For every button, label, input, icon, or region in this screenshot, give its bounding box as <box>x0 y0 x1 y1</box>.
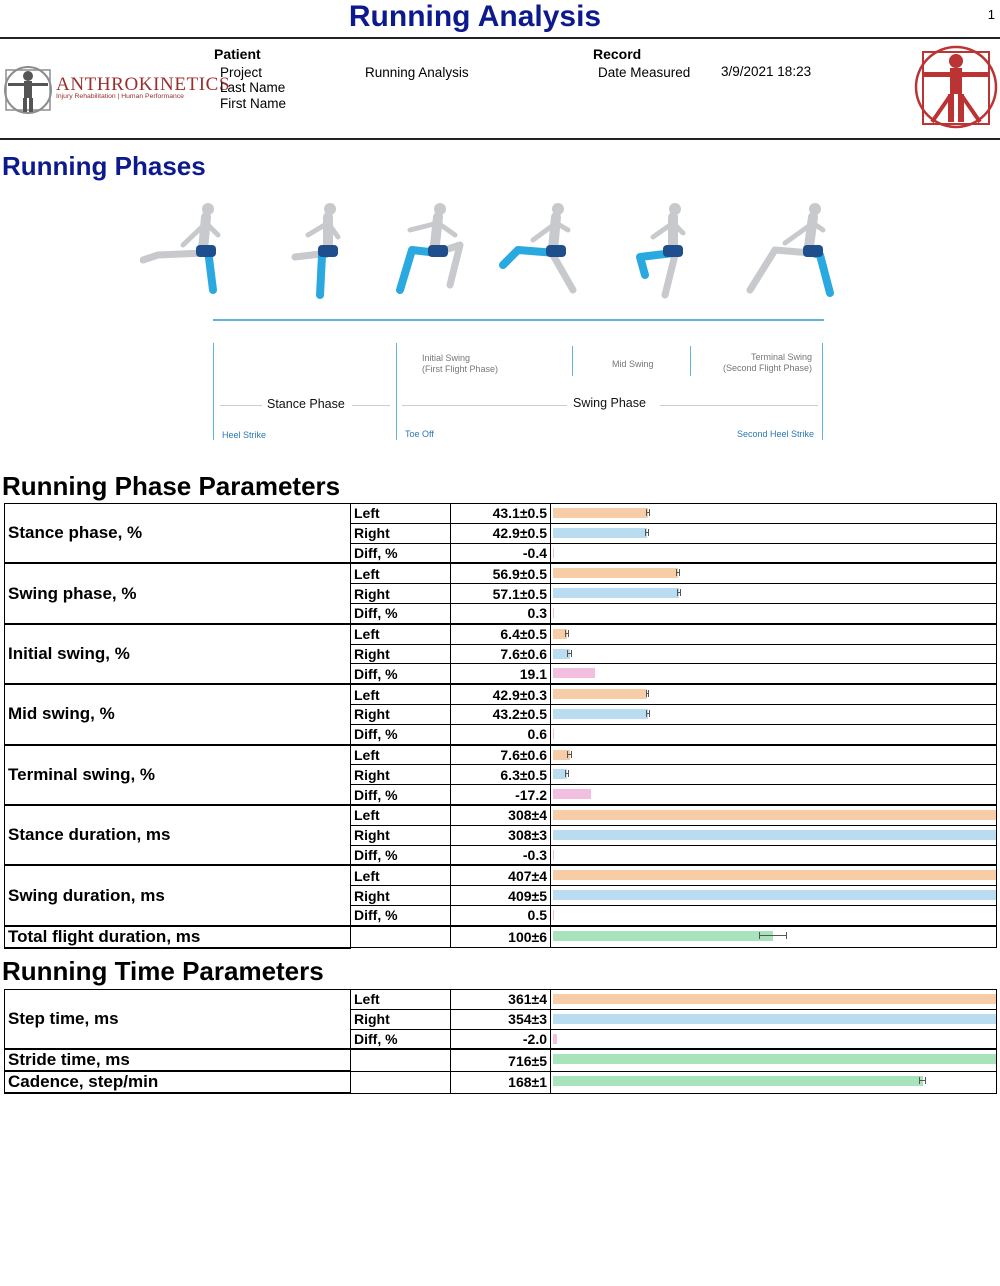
error-bar <box>646 509 650 516</box>
mid-swing-divider <box>572 346 573 376</box>
header-top-rule <box>0 37 1000 39</box>
table-row <box>5 926 997 948</box>
side-label: Diff, % <box>351 905 451 925</box>
param-name-cadence-step-min: Cadence, step/min <box>5 1071 351 1093</box>
bar-cell <box>551 543 997 563</box>
param-value: 7.6±0.6 <box>451 745 551 765</box>
error-bar <box>565 770 569 777</box>
side-label: Right <box>351 584 451 604</box>
error-bar <box>646 690 649 697</box>
table-row <box>5 563 997 583</box>
table-row <box>5 504 997 524</box>
phase-timeline-line <box>213 319 824 321</box>
bar-cell <box>551 624 997 644</box>
side-label: Right <box>351 886 451 906</box>
side-label: Right <box>351 704 451 724</box>
heel-strike-label: Heel Strike <box>222 430 267 440</box>
bar-left <box>553 994 997 1004</box>
stance-arrow-right <box>352 405 390 406</box>
error-bar <box>567 751 572 758</box>
param-name-stance-phase: Stance phase, % <box>5 504 351 564</box>
table-row <box>5 1071 997 1093</box>
toe-off-marker <box>396 343 397 440</box>
table-row <box>5 805 997 825</box>
table-row <box>5 990 997 1010</box>
swing-arrow-right <box>660 405 818 406</box>
bar-cell <box>551 704 997 724</box>
patient-field-last-name: Last Name <box>220 80 286 95</box>
bar-diff <box>553 668 595 678</box>
side-label: Left <box>351 563 451 583</box>
side-label: Left <box>351 805 451 825</box>
initial-swing-subtext: (First Flight Phase) <box>422 364 499 374</box>
error-bar <box>759 932 787 939</box>
param-value: 168±1 <box>451 1071 551 1093</box>
runner-figure <box>295 203 338 295</box>
bar-cell <box>551 765 997 785</box>
bar-cell <box>551 603 997 623</box>
side-label: Left <box>351 504 451 524</box>
error-bar <box>646 710 650 717</box>
side-label: Left <box>351 684 451 704</box>
param-value: 43.2±0.5 <box>451 704 551 724</box>
bar-right <box>553 830 997 840</box>
bar-cell <box>551 805 997 825</box>
table-row <box>5 865 997 885</box>
side-label: Right <box>351 523 451 543</box>
time-parameters-title: Running Time Parameters <box>2 956 324 986</box>
side-label: Left <box>351 624 451 644</box>
side-label: Diff, % <box>351 845 451 865</box>
side-label: Diff, % <box>351 1029 451 1049</box>
runner-figure <box>400 203 460 290</box>
bar-left <box>553 870 997 880</box>
bar-total <box>553 1076 923 1086</box>
bar-total <box>553 931 773 941</box>
param-value: 308±3 <box>451 825 551 845</box>
param-value: 361±4 <box>451 990 551 1010</box>
param-value: 56.9±0.5 <box>451 563 551 583</box>
logo-tagline: Injury Rehabilitation | Human Performance <box>56 93 184 100</box>
bar-diff <box>553 729 554 739</box>
bar-left <box>553 508 648 518</box>
param-value: 43.1±0.5 <box>451 504 551 524</box>
side-label: Diff, % <box>351 785 451 805</box>
bar-left <box>553 689 647 699</box>
error-bar <box>677 589 681 596</box>
bar-cell <box>551 825 997 845</box>
toe-off-label: Toe Off <box>405 429 434 439</box>
side-label: Right <box>351 825 451 845</box>
bar-diff <box>553 850 554 860</box>
bar-right <box>553 1014 997 1024</box>
param-value: 6.4±0.5 <box>451 624 551 644</box>
project-value: Running Analysis <box>365 65 469 80</box>
bar-cell <box>551 523 997 543</box>
param-value: 42.9±0.3 <box>451 684 551 704</box>
param-value: 100±6 <box>451 926 551 948</box>
param-value: -0.4 <box>451 543 551 563</box>
logo-name: ANTHROKINETICS <box>56 74 231 95</box>
bar-diff <box>553 548 554 558</box>
page-number: 1 <box>987 7 995 22</box>
param-value: 308±4 <box>451 805 551 825</box>
vitruvian-logo-icon <box>914 44 998 135</box>
bar-diff <box>553 608 554 618</box>
terminal-swing-text: Terminal Swing <box>750 352 812 362</box>
param-value: 0.3 <box>451 603 551 623</box>
bar-cell <box>551 684 997 704</box>
error-bar <box>565 630 569 637</box>
bar-diff <box>553 789 591 799</box>
time-parameters-table <box>4 989 997 1094</box>
bar-cell <box>551 905 997 925</box>
table-row <box>5 745 997 765</box>
bar-cell <box>551 1049 997 1071</box>
terminal-swing-subtext: (Second Flight Phase) <box>722 363 812 373</box>
bar-cell <box>551 664 997 684</box>
bar-cell <box>551 745 997 765</box>
error-bar <box>645 529 649 536</box>
heel-strike-marker <box>213 343 214 440</box>
anthrokinetics-logo-icon <box>2 62 54 123</box>
bar-cell <box>551 886 997 906</box>
patient-field-first-name: First Name <box>220 96 287 111</box>
error-bar <box>567 650 572 657</box>
side-label: Left <box>351 990 451 1010</box>
second-heel-strike-label: Second Heel Strike <box>737 429 815 439</box>
mid-swing-label: Mid Swing <box>612 359 654 369</box>
date-measured-label: Date Measured <box>598 65 691 80</box>
side-label: Diff, % <box>351 724 451 744</box>
bar-cell <box>551 1029 997 1049</box>
param-value: 19.1 <box>451 664 551 684</box>
side-label: Right <box>351 765 451 785</box>
empty-cell <box>351 1071 451 1093</box>
error-bar <box>676 569 680 576</box>
phase-parameters-table <box>4 503 997 949</box>
swing-arrow-left <box>402 405 567 406</box>
side-label: Left <box>351 745 451 765</box>
error-bar <box>919 1077 925 1084</box>
bar-cell <box>551 644 997 664</box>
bar-total <box>553 1054 997 1064</box>
bar-cell <box>551 563 997 583</box>
terminal-swing-divider <box>690 346 691 376</box>
bar-cell <box>551 845 997 865</box>
param-name-initial-swing: Initial swing, % <box>5 624 351 684</box>
bar-cell <box>551 785 997 805</box>
param-value: 354±3 <box>451 1009 551 1029</box>
bar-diff <box>553 1034 557 1044</box>
bar-cell <box>551 926 997 948</box>
side-label: Right <box>351 644 451 664</box>
param-name-stance-duration-ms: Stance duration, ms <box>5 805 351 865</box>
param-value: 42.9±0.5 <box>451 523 551 543</box>
bar-left <box>553 810 997 820</box>
bar-cell <box>551 1071 997 1093</box>
terminal-swing-label <box>720 352 812 374</box>
side-label: Diff, % <box>351 603 451 623</box>
initial-swing-text: Initial Swing <box>422 353 471 363</box>
param-value: 7.6±0.6 <box>451 644 551 664</box>
empty-cell <box>351 1049 451 1071</box>
bar-right <box>553 588 679 598</box>
runner-figure <box>640 203 683 295</box>
record-heading: Record <box>593 46 642 62</box>
bar-cell <box>551 584 997 604</box>
empty-cell <box>351 926 451 948</box>
phase-parameters-title: Running Phase Parameters <box>2 471 341 501</box>
bar-cell <box>551 1009 997 1029</box>
param-value: -17.2 <box>451 785 551 805</box>
param-value: 716±5 <box>451 1049 551 1071</box>
param-name-terminal-swing: Terminal swing, % <box>5 745 351 805</box>
param-value: 6.3±0.5 <box>451 765 551 785</box>
swing-phase-label: Swing Phase <box>573 396 646 410</box>
param-name-stride-time-ms: Stride time, ms <box>5 1049 351 1071</box>
runner-figure <box>503 203 573 290</box>
patient-field-project: Project <box>220 65 263 80</box>
param-name-total-flight-duration-ms: Total flight duration, ms <box>5 926 351 948</box>
param-value: 407±4 <box>451 865 551 885</box>
runner-figure <box>750 203 830 293</box>
table-row <box>5 624 997 644</box>
second-heel-strike-marker <box>822 343 823 440</box>
bar-left <box>553 568 678 578</box>
initial-swing-label <box>422 353 498 375</box>
bar-diff <box>553 910 554 920</box>
side-label: Diff, % <box>351 543 451 563</box>
bar-cell <box>551 865 997 885</box>
param-value: 0.5 <box>451 905 551 925</box>
param-name-mid-swing: Mid swing, % <box>5 684 351 744</box>
running-phases-title: Running Phases <box>2 151 206 181</box>
stance-phase-label: Stance Phase <box>267 397 345 411</box>
bar-cell <box>551 990 997 1010</box>
side-label: Right <box>351 1009 451 1029</box>
param-value: -2.0 <box>451 1029 551 1049</box>
side-label: Left <box>351 865 451 885</box>
bar-cell <box>551 724 997 744</box>
runner-sequence-illustration <box>140 195 860 315</box>
param-value: 0.6 <box>451 724 551 744</box>
param-name-swing-phase: Swing phase, % <box>5 563 351 623</box>
param-value: -0.3 <box>451 845 551 865</box>
bar-right <box>553 528 647 538</box>
param-value: 409±5 <box>451 886 551 906</box>
table-row <box>5 684 997 704</box>
bar-right <box>553 709 648 719</box>
side-label: Diff, % <box>351 664 451 684</box>
report-title: Running Analysis <box>348 0 602 33</box>
param-value: 57.1±0.5 <box>451 584 551 604</box>
runner-figure <box>143 203 218 290</box>
bar-right <box>553 890 997 900</box>
bar-cell <box>551 504 997 524</box>
table-row <box>5 1049 997 1071</box>
param-name-step-time-ms: Step time, ms <box>5 990 351 1050</box>
date-measured-value: 3/9/2021 18:23 <box>721 64 812 79</box>
param-name-swing-duration-ms: Swing duration, ms <box>5 865 351 925</box>
header-bottom-rule <box>0 138 1000 140</box>
patient-heading: Patient <box>214 46 261 62</box>
stance-arrow-left <box>220 405 262 406</box>
